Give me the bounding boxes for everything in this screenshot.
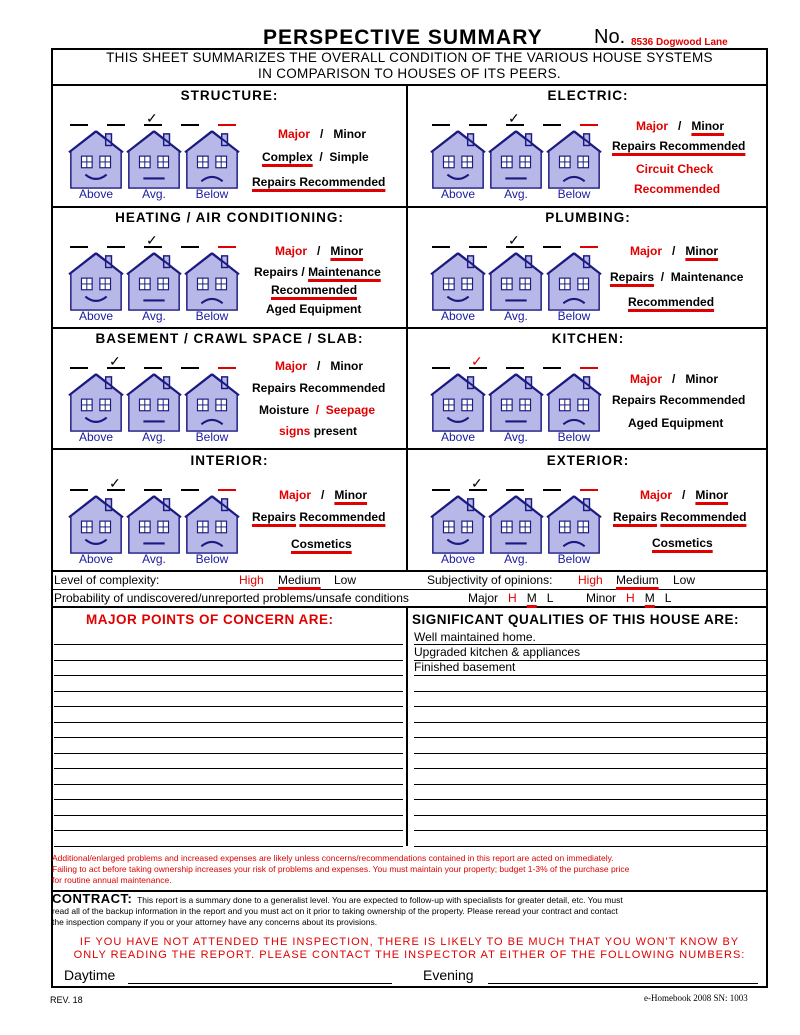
warning-text: Additional/enlarged problems and increased expenses are likely unless concerns/recommendations contained in this report are acted on immediately. Failing to act before taking ownership increases your risk of problems and expenses. You must maintain your property; budget 1-3% of the purchase price for routine annual maintenance. [52, 853, 630, 885]
rating-marker [432, 367, 450, 369]
subjectivity-high: High [578, 573, 603, 587]
complexity-high: High [239, 573, 264, 587]
column-divider [406, 606, 408, 846]
house-label-above: Above [440, 187, 476, 201]
section-title-exterior: EXTERIOR: [546, 453, 630, 468]
house-label-avg: Avg. [142, 187, 166, 201]
ruled-line [414, 660, 767, 661]
rating-marker [506, 489, 524, 491]
rating-marker [70, 489, 88, 491]
rating-marker [432, 489, 450, 491]
probability-major: Major H M L [468, 591, 554, 605]
ruled-line [54, 799, 403, 800]
rating-marker [181, 367, 199, 369]
daytime-label: Daytime [64, 967, 116, 983]
house-label-below: Below [557, 309, 591, 323]
ruled-line [54, 691, 403, 692]
house-label-avg: Avg. [504, 187, 528, 201]
house-flat-icon [488, 495, 544, 555]
ruled-line [54, 722, 403, 723]
ruled-line [54, 768, 403, 769]
subjectivity-label: Subjectivity of opinions: [427, 573, 553, 587]
section-title-basement: BASEMENT / CRAWL SPACE / SLAB: [95, 331, 364, 346]
complexity-low: Low [334, 573, 357, 587]
house-smile-icon [430, 373, 486, 433]
house-smile-icon [430, 495, 486, 555]
house-label-avg: Avg. [142, 430, 166, 444]
electric-recommended: Recommended [634, 182, 721, 196]
house-frown-icon [184, 130, 240, 190]
house-label-above: Above [440, 552, 476, 566]
hvac-recommended: Recommended [271, 283, 358, 297]
house-flat-icon [126, 495, 182, 555]
divider [51, 84, 768, 86]
house-label-avg: Avg. [142, 552, 166, 566]
house-frown-icon [184, 252, 240, 312]
divider [51, 448, 768, 450]
section-title-electric: ELECTRIC: [547, 88, 629, 103]
ruled-line [414, 830, 767, 831]
divider [51, 570, 768, 572]
interior-cosmetics: Cosmetics [291, 537, 352, 551]
ruled-line [414, 737, 767, 738]
revision-label: REV. 18 [50, 995, 83, 1005]
rating-marker [181, 124, 199, 126]
plumbing-severity: Major / Minor [630, 244, 719, 258]
exterior-cosmetics: Cosmetics [652, 536, 713, 550]
house-label-avg: Avg. [504, 309, 528, 323]
rating-marker [543, 367, 561, 369]
rating-marker [543, 489, 561, 491]
house-label-avg: Avg. [504, 552, 528, 566]
divider [51, 890, 768, 892]
interior-severity: Major / Minor [279, 488, 368, 502]
evening-label: Evening [423, 967, 474, 983]
rating-marker [144, 489, 162, 491]
rating-marker [218, 489, 236, 491]
kitchen-severity: Major / Minor [630, 372, 719, 386]
quality-item: Well maintained home. [414, 630, 536, 644]
house-smile-icon [68, 252, 124, 312]
complexity-label: Level of complexity: [54, 573, 160, 587]
rating-marker [580, 367, 598, 369]
rating-marker [70, 367, 88, 369]
rating-marker [218, 246, 236, 248]
ruled-line [54, 660, 403, 661]
concerns-title: MAJOR POINTS OF CONCERN ARE: [86, 612, 334, 627]
subjectivity-medium: Medium [616, 573, 659, 587]
ruled-line [414, 784, 767, 785]
number-label: No. [594, 26, 626, 48]
rating-marker [580, 489, 598, 491]
credit-label: e-Homebook 2008 SN: 1003 [644, 993, 748, 1003]
section-title-kitchen: KITCHEN: [551, 331, 625, 346]
checkmark-icon: ✓ [146, 110, 158, 126]
qualities-title: SIGNIFICANT QUALITIES OF THIS HOUSE ARE: [412, 612, 740, 627]
house-label-below: Below [195, 187, 229, 201]
house-label-below: Below [557, 430, 591, 444]
rating-marker [543, 246, 561, 248]
house-label-above: Above [440, 309, 476, 323]
divider [51, 606, 768, 608]
house-label-above: Above [78, 430, 114, 444]
daytime-phone-line[interactable] [128, 983, 392, 984]
ruled-line [414, 706, 767, 707]
hvac-repairs: Repairs / Maintenance [254, 265, 381, 279]
house-label-above: Above [78, 552, 114, 566]
hvac-aged: Aged Equipment [266, 302, 362, 316]
rating-marker [580, 246, 598, 248]
house-smile-icon [68, 495, 124, 555]
rating-marker [181, 489, 199, 491]
section-title-structure: STRUCTURE: [180, 88, 279, 103]
section-title-interior: INTERIOR: [190, 453, 269, 468]
evening-phone-line[interactable] [488, 983, 758, 984]
house-smile-icon [430, 130, 486, 190]
rating-marker [144, 367, 162, 369]
house-label-below: Below [557, 187, 591, 201]
ruled-line [414, 644, 767, 645]
basement-moisture: Moisture / Seepage [259, 403, 376, 417]
interior-repairs: Repairs Recommended [252, 510, 386, 524]
ruled-line [414, 722, 767, 723]
rating-marker [70, 124, 88, 126]
house-smile-icon [68, 130, 124, 190]
rating-marker [506, 367, 524, 369]
divider [51, 206, 768, 208]
rating-marker [218, 124, 236, 126]
house-smile-icon [68, 373, 124, 433]
house-label-below: Below [195, 430, 229, 444]
rating-marker [543, 124, 561, 126]
ruled-line [54, 846, 403, 847]
checkmark-icon: ✓ [508, 232, 520, 248]
checkmark-icon: ✓ [471, 353, 483, 369]
intro-text: THIS SHEET SUMMARIZES THE OVERALL CONDITION OF THE VARIOUS HOUSE SYSTEMS IN COMPARISON TO HOUSES OF ITS PEERS. [106, 50, 713, 81]
house-frown-icon [546, 130, 602, 190]
ruled-line [414, 799, 767, 800]
complexity-medium: Medium [278, 573, 321, 587]
rating-marker [70, 246, 88, 248]
rating-marker [107, 246, 125, 248]
checkmark-icon: ✓ [109, 475, 121, 491]
house-frown-icon [184, 495, 240, 555]
rating-marker [107, 124, 125, 126]
basement-signs: signs present [279, 424, 358, 438]
rating-marker [181, 246, 199, 248]
ruled-line [54, 644, 403, 645]
section-title-plumbing: PLUMBING: [545, 210, 631, 225]
exterior-severity: Major / Minor [640, 488, 729, 502]
house-flat-icon [126, 252, 182, 312]
house-label-below: Below [557, 552, 591, 566]
ruled-line [54, 737, 403, 738]
checkmark-icon: ✓ [508, 110, 520, 126]
column-divider [406, 84, 408, 570]
kitchen-aged: Aged Equipment [628, 416, 724, 430]
divider [51, 327, 768, 329]
quality-item: Finished basement [414, 660, 516, 674]
house-frown-icon [546, 495, 602, 555]
rating-marker [432, 246, 450, 248]
structure-complexity: Complex / Simple [262, 150, 369, 164]
ruled-line [414, 846, 767, 847]
plumbing-repairs: Repairs / Maintenance [610, 270, 744, 284]
ruled-line [54, 784, 403, 785]
electric-severity: Major / Minor [636, 119, 725, 133]
quality-item: Upgraded kitchen & appliances [414, 645, 581, 659]
basement-repairs: Repairs Recommended [252, 381, 386, 395]
basement-severity: Major / Minor [275, 359, 364, 373]
house-frown-icon [184, 373, 240, 433]
ruled-line [414, 768, 767, 769]
ruled-line [54, 830, 403, 831]
house-smile-icon [430, 252, 486, 312]
house-label-above: Above [78, 309, 114, 323]
structure-repairs: Repairs Recommended [252, 175, 386, 189]
exterior-repairs: Repairs Recommended [613, 510, 747, 524]
checkmark-icon: ✓ [146, 232, 158, 248]
house-label-above: Above [440, 430, 476, 444]
ruled-line [414, 691, 767, 692]
page-title: PERSPECTIVE SUMMARY [263, 26, 543, 49]
checkmark-icon: ✓ [109, 353, 121, 369]
house-flat-icon [488, 130, 544, 190]
house-label-avg: Avg. [504, 430, 528, 444]
ruled-line [54, 815, 403, 816]
ruled-line [54, 675, 403, 676]
house-label-above: Above [78, 187, 114, 201]
inspection-notice: IF YOU HAVE NOT ATTENDED THE INSPECTION, THERE IS LIKELY TO BE MUCH THAT YOU WON'T KNOW BY ONLY READING THE REPORT. PLEASE CONTACT THE INSPECTOR AT EITHER OF THE FOLLOWING NUMBERS: [73, 936, 746, 961]
house-flat-icon [488, 373, 544, 433]
ruled-line [414, 675, 767, 676]
hvac-severity: Major / Minor [275, 244, 364, 258]
electric-circuit-check: Circuit Check [636, 162, 714, 176]
probability-label: Probability of undiscovered/unreported problems/unsafe conditions [54, 591, 409, 605]
rating-marker [469, 124, 487, 126]
electric-repairs: Repairs Recommended [612, 139, 746, 153]
divider [51, 589, 768, 590]
probability-minor: Minor H M L [586, 591, 672, 605]
house-label-below: Below [195, 552, 229, 566]
kitchen-repairs: Repairs Recommended [612, 393, 746, 407]
structure-severity: Major / Minor [278, 127, 367, 141]
rating-marker [432, 124, 450, 126]
house-flat-icon [488, 252, 544, 312]
contract-text: CONTRACT: This report is a summary done to a generalist level. You are expected to follow-up with specialists for greater detail, etc. You must read all of the backup information in the report and you must act on it prior to taking ownership of the property. Please reread your contract and contact the inspection company if you or your attorney have any concerns about its provisions. [52, 891, 623, 927]
house-label-avg: Avg. [142, 309, 166, 323]
plumbing-recommended: Recommended [628, 295, 715, 309]
subjectivity-low: Low [673, 573, 696, 587]
rating-marker [218, 367, 236, 369]
house-frown-icon [546, 373, 602, 433]
ruled-line [54, 706, 403, 707]
section-title-hvac: HEATING / AIR CONDITIONING: [115, 210, 344, 225]
house-flat-icon [126, 130, 182, 190]
house-frown-icon [546, 252, 602, 312]
ruled-line [54, 753, 403, 754]
house-label-below: Below [195, 309, 229, 323]
ruled-line [414, 753, 767, 754]
house-flat-icon [126, 373, 182, 433]
property-address: 8536 Dogwood Lane [631, 37, 728, 48]
rating-marker [580, 124, 598, 126]
checkmark-icon: ✓ [471, 475, 483, 491]
ruled-line [414, 815, 767, 816]
rating-marker [469, 246, 487, 248]
